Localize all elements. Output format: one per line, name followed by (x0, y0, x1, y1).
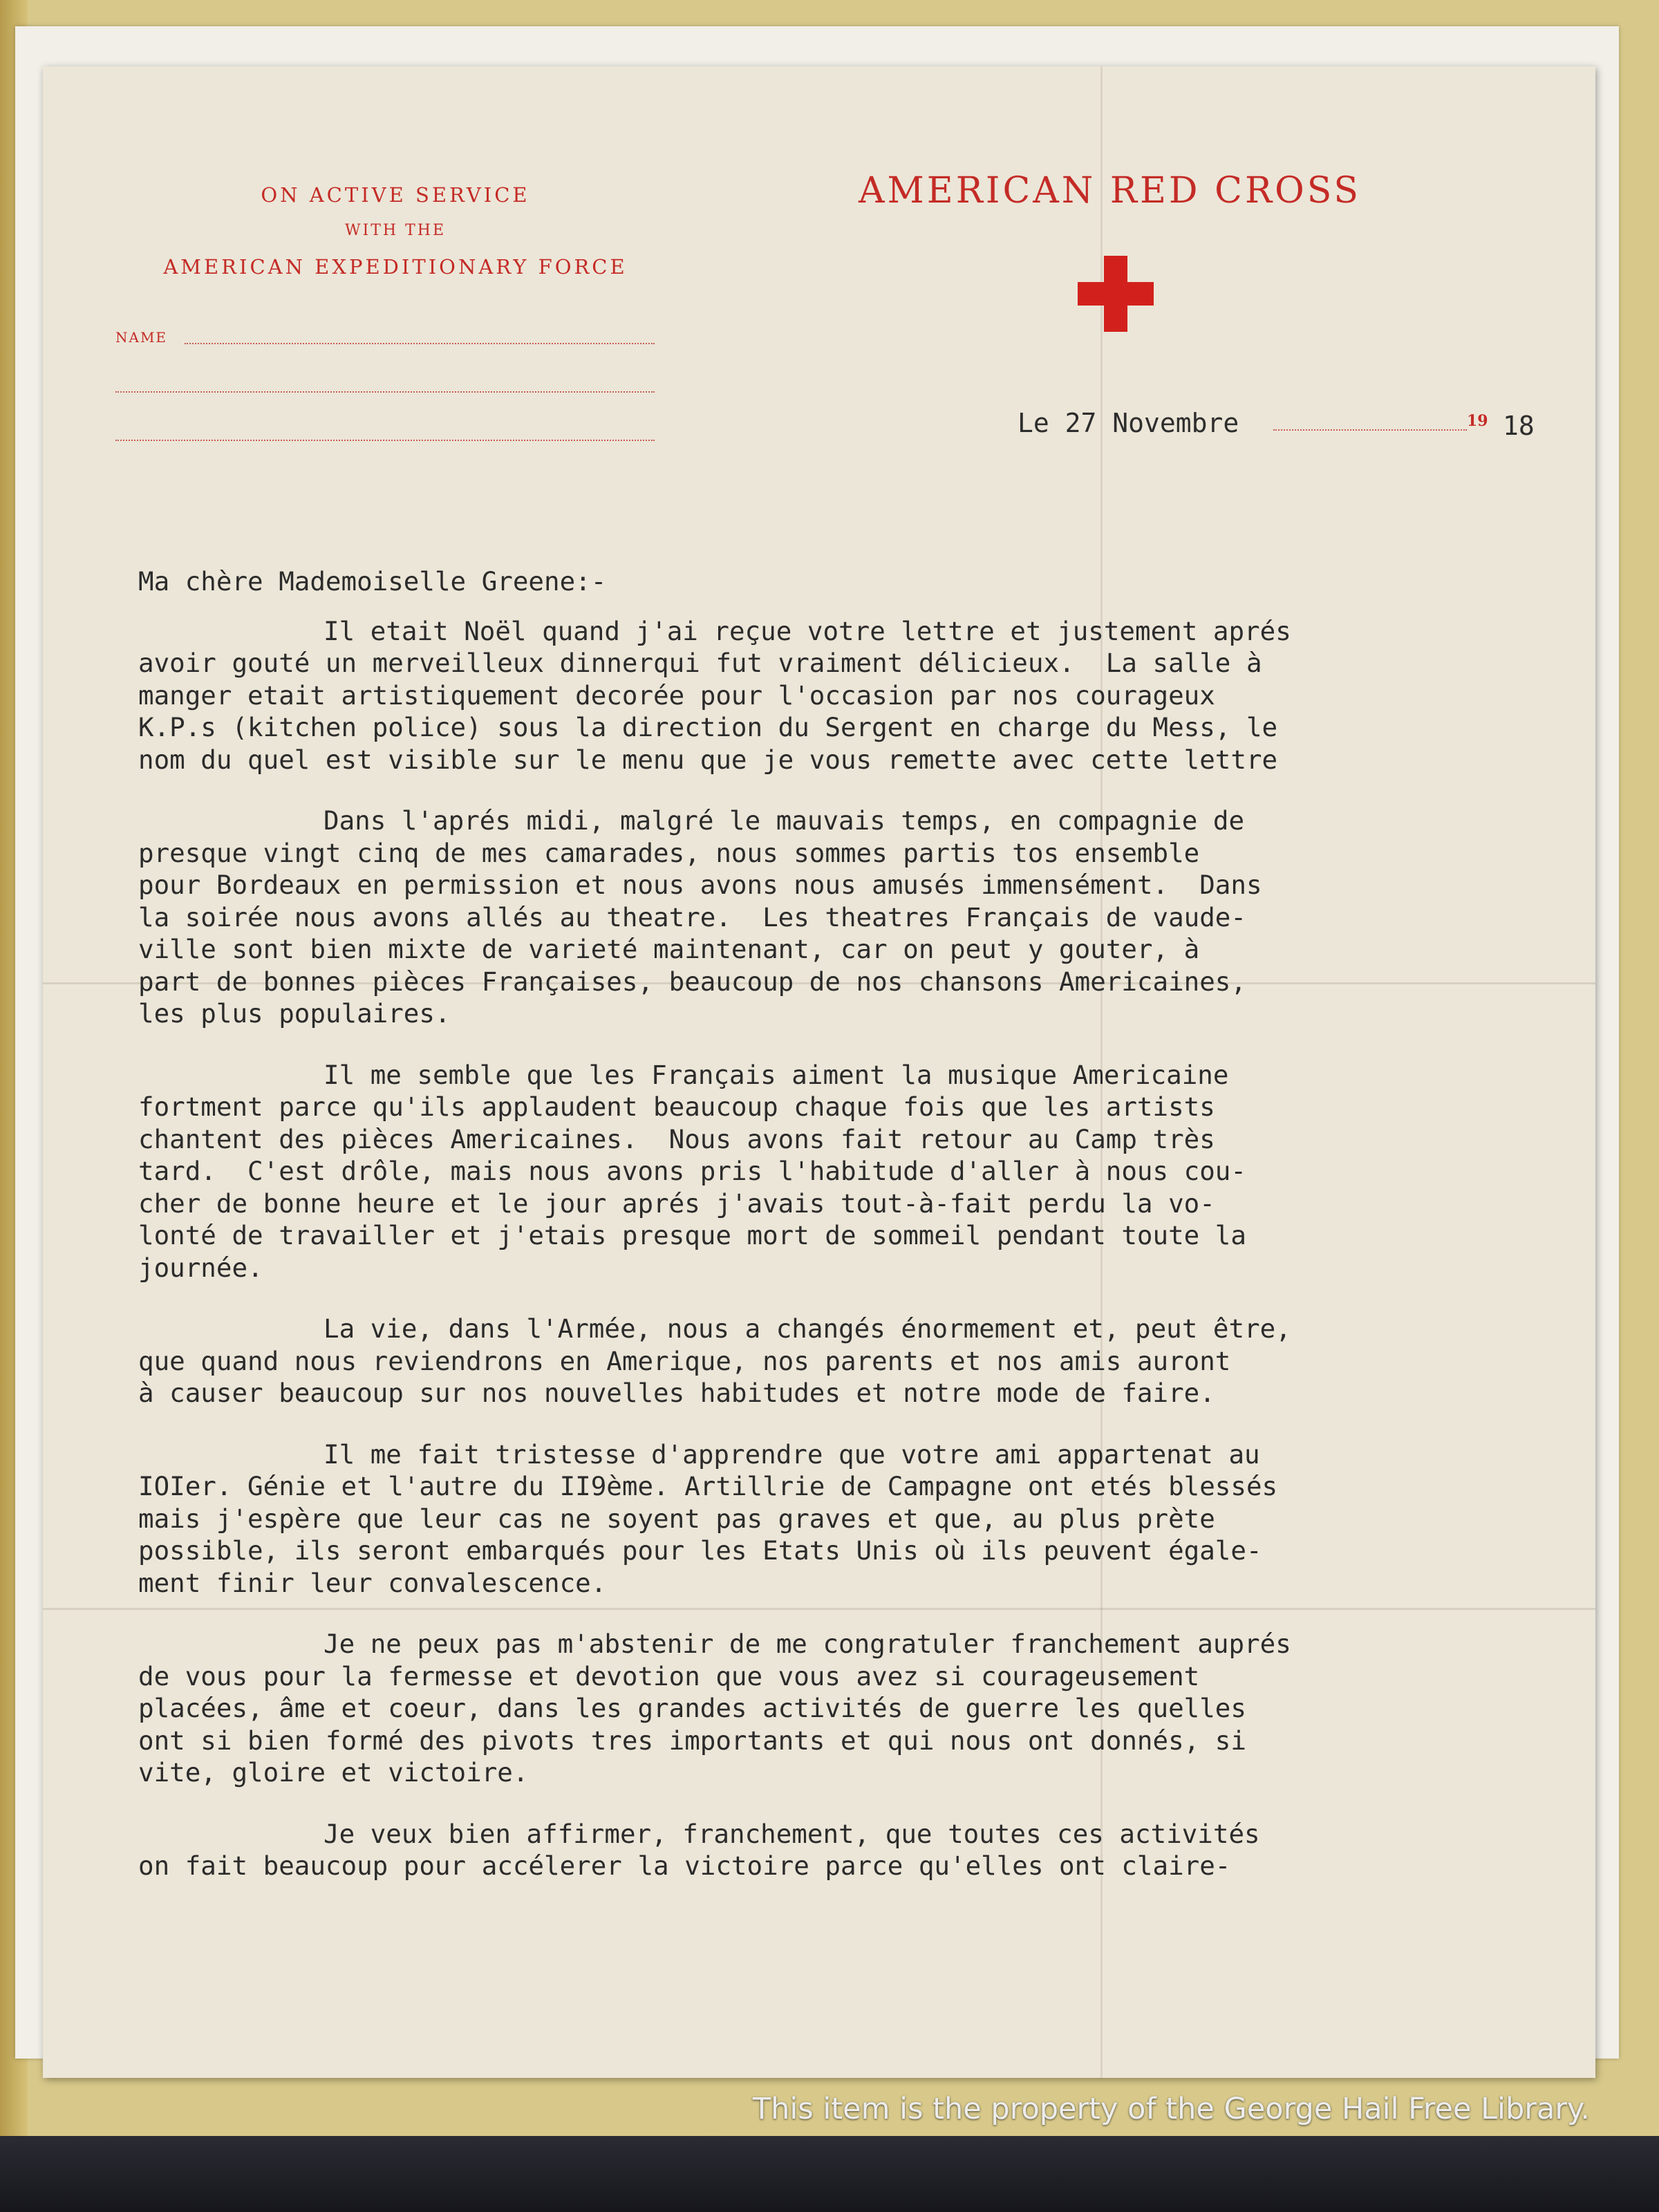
text-line: la soirée nous avons allés au theatre. Les theatres Français de vaude- (138, 901, 1246, 932)
paragraph (138, 1628, 1562, 1789)
text-line: à causer beaucoup sur nos nouvelles habitudes et notre mode de faire. (138, 1378, 1215, 1408)
library-watermark: This item is the property of the George Hail Free Library. (752, 2092, 1590, 2126)
letter-date: Le 27 Novembre (1018, 408, 1239, 438)
text-line: Il etait Noël quand j'ai reçue votre lettre et justement aprés (324, 615, 1291, 646)
address-rule (115, 391, 655, 393)
text-line: ville sont bien mixte de varieté maintenant, car on peut y gouter, à (138, 934, 1200, 964)
red-cross-title: AMERICAN RED CROSS (859, 170, 1362, 212)
text-line: de vous pour la fermesse et devotion que vous avez si courageusement (138, 1660, 1200, 1691)
paragraph (138, 1818, 1562, 1882)
text-line: avoir gouté un merveilleux dinnerqui fut vraiment délicieux. La salle à (138, 648, 1262, 678)
date-rule (1273, 429, 1467, 431)
text-line: Dans l'aprés midi, malgré le mauvais temps, en compagnie de (324, 805, 1245, 836)
text-line: placées, âme et coeur, dans les grandes activités de guerre les quelles (138, 1693, 1246, 1723)
text-line: mais j'espère que leur cas ne soyent pas graves et que, au plus prète (138, 1503, 1215, 1534)
text-line: fortment parce qu'ils applaudent beaucoup chaque fois que les artists (138, 1091, 1215, 1122)
text-line: lonté de travailler et j'etais presque mort de sommeil pendant toute la (138, 1220, 1246, 1250)
name-label: NAME (115, 329, 168, 346)
text-line: cher de bonne heure et le jour aprés j'avais tout-à-fait perdu la vo- (138, 1188, 1215, 1219)
text-line: Je ne peux pas m'abstenir de me congratuler franchement auprés (324, 1629, 1291, 1659)
text-line: chantent des pièces Americaines. Nous avons fait retour au Camp très (138, 1123, 1215, 1154)
letter-year: 18 (1503, 411, 1535, 441)
text-line: on fait beaucoup pour accélerer la victoire parce qu'elles ont claire- (138, 1850, 1231, 1881)
text-line: pour Bordeaux en permission et nous avons nous amusés immensément. Dans (138, 870, 1262, 900)
paragraph (138, 1438, 1562, 1600)
service-line-1: ON ACTIVE SERVICE (261, 183, 530, 207)
text-line: presque vingt cinq de mes camarades, nous sommes partis tos ensemble (138, 837, 1200, 868)
paragraph (138, 1313, 1562, 1409)
text-line: nom du quel est visible sur le menu que je vous remette avec cette lettre (138, 744, 1278, 775)
text-line: IOIer. Génie et l'autre du II9ème. Artillrie de Campagne ont etés blessés (138, 1471, 1278, 1501)
text-line: part de bonnes pièces Françaises, beaucoup de nos chansons Americaines, (138, 966, 1246, 997)
text-line: K.P.s (kitchen police) sous la direction du Sergent en charge du Mess, le (138, 712, 1278, 742)
text-line: les plus populaires. (138, 998, 451, 1029)
letter-body (138, 565, 1562, 1911)
name-rule (185, 343, 655, 344)
paragraph (138, 615, 1562, 776)
text-line: ment finir leur convalescence. (138, 1567, 607, 1598)
text-line: Je veux bien affirmer, franchement, que toutes ces activités (324, 1818, 1260, 1849)
paragraph (138, 1059, 1562, 1284)
address-rule (115, 440, 655, 441)
text-line: que quand nous reviendrons en Amerique, nos parents et nos amis auront (138, 1345, 1231, 1376)
text-line: La vie, dans l'Armée, nous a changés énormement et, peut être, (324, 1313, 1291, 1344)
text-line: tard. C'est drôle, mais nous avons pris l'habitude d'aller à nous cou- (138, 1156, 1246, 1186)
salutation: Ma chère Mademoiselle Greene:- (138, 566, 607, 597)
active-service-heading (133, 177, 658, 285)
text-line: journée. (138, 1252, 263, 1283)
red-cross-icon (1078, 256, 1154, 332)
text-line: vite, gloire et victoire. (138, 1757, 529, 1788)
text-line: Il me fait tristesse d'apprendre que votre ami appartenat au (324, 1438, 1260, 1470)
paragraph (138, 805, 1562, 1030)
year-prefix: 19 (1467, 412, 1488, 430)
text-line: manger etait artistiquement decorée pour l'occasion par nos courageux (138, 679, 1215, 711)
service-line-3: AMERICAN EXPEDITIONARY FORCE (163, 255, 628, 279)
desk-surface (0, 2136, 1659, 2212)
text-line: possible, ils seront embarqués pour les Etats Unis où ils peuvent égale- (138, 1535, 1262, 1566)
text-line: ont si bien formé des pivots tres importants et qui nous ont donnés, si (138, 1725, 1246, 1756)
service-line-2: WITH THE (344, 222, 447, 239)
text-line: Il me semble que les Français aiment la musique Americaine (324, 1059, 1229, 1090)
paragraphs (138, 615, 1562, 1882)
